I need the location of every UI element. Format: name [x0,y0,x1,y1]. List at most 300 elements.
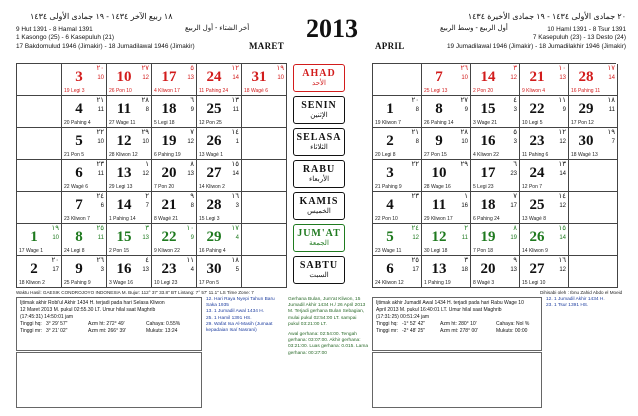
gregorian-date: 12 [116,133,132,149]
ijtima-value: Azm mt: 278° 00' [440,328,478,334]
pasaran-number: 8 [190,203,194,209]
empty-cell [17,192,62,224]
date-cell [152,128,197,160]
ijtima-march-line1: Ijtimak akhir Robi'ul Akhir 1434 H. terjadi pada hari Selasa Kliwon [20,300,165,306]
date-cell [152,160,197,192]
hijri-date: ١٩ [607,129,615,136]
header-left-line1: 9 Hut 1391 - 8 Hamal 1391 [16,26,93,33]
javanese-date: 7 Pon 18 [473,248,494,254]
hijri-date: ١٤ [231,129,239,136]
empty-cell [242,128,287,160]
hijri-date: ٢٧ [460,97,468,104]
note-item: 12. Hari Raya Nyepi Tahun Baru Saka 1935 [206,297,275,309]
pasaran-number: 23 [510,171,517,177]
ijtima-april-line1: Ijtimak akhir Jumadil Awal 1434 H. terjadi pada hari Rabu Wage 10 [376,300,524,306]
javanese-date: 19 Kliwon 7 [375,120,401,126]
pasaran-number: 12 [187,139,194,145]
date-cell [520,192,569,224]
javanese-date: 1 Pahing 19 [424,280,451,286]
hijri-date: ١٧ [231,225,239,232]
hijri-date: ٢٦ [96,257,104,264]
ijtima-value: Mukuts: 00:00 [496,328,528,334]
pasaran-number: 12 [559,139,566,145]
javanese-date: 10 Legi 23 [154,280,178,286]
gregorian-date: 17 [480,165,496,181]
gregorian-date: 28 [578,69,594,85]
weekday-jumat [293,224,345,252]
hijri-date: ٢٦ [460,65,468,72]
gregorian-date: 27 [206,165,222,181]
ijtima-value: Mukuts: 13:24 [146,328,178,334]
date-cell [17,256,62,288]
javanese-date: 21 Pahing 9 [375,184,402,190]
pasaran-number: 9 [190,107,194,113]
pasaran-number: 8 [415,107,419,113]
javanese-date: 5 Legi 18 [154,120,175,126]
empty-cell [17,160,62,192]
gregorian-date: 15 [116,229,132,245]
hijri-date: ٢٠ [96,65,104,72]
weekday-label: JUM'AT [297,227,341,239]
ijtima-april-blank [372,352,542,408]
gregorian-date: 16 [116,261,132,277]
march-grid [16,63,287,288]
note-item: 29. Wafat Isa Al-Masih (Jumaat kepadaian Isa/ Nasrani) [206,321,273,334]
weekday-arabic: الخميس [307,207,331,215]
ijtima-value: Azm mt: 266° 39' [88,328,126,334]
pasaran-number: 9 [464,107,468,113]
header-right-line2: 7 Kasepuluh (23) - 13 Desto (24) [532,34,626,41]
date-cell [107,224,152,256]
hijri-date: ١٣ [231,97,239,104]
ijtima-value: Cahaya: 0.55% [146,321,181,327]
hijri-date: ٢٧ [141,65,149,72]
javanese-date: 4 Kliwon 22 [473,152,499,158]
gregorian-date: 20 [480,261,496,277]
weekday-label: SENIN [301,99,337,111]
weekday-label: KAMIS [299,195,339,207]
pasaran-number: 10 [142,139,149,145]
pasaran-number: 11 [608,107,615,113]
weekday-selasa [293,128,345,156]
date-cell [107,128,152,160]
ijtima-value: -1° 52' 42" [402,321,426,327]
ijtima-march-line2: 12 Maret 2013 M. pukul 02:55.30 LT. Umur hilal saat Maghrib [20,307,156,313]
date-cell [471,96,520,128]
javanese-date: 23 Wage 11 [375,248,402,254]
month-title-april: APRIL [375,41,405,51]
pasaran-number: 11 [97,171,104,177]
note-item: 25. 1 Hamil 1391 HS. [206,315,252,321]
header-right-season: أول الربيع - وسط الربيع [440,25,508,32]
gregorian-date: 23 [529,133,545,149]
javanese-date: 5 Legi 23 [473,184,494,190]
weekday-arabic: الأحد [312,79,326,87]
pasaran-number: 10 [461,75,468,81]
pasaran-number: 12 [510,75,517,81]
note-item: 12. 1 Jumadil Akhir 1434 H. [546,297,605,302]
javanese-date: 15 Legi 10 [522,280,546,286]
javanese-date: 2 Pon 15 [109,248,130,254]
weekday-label: SELASA [296,131,342,143]
javanese-date: 14 Kliwon 2 [199,184,225,190]
ijtima-label: Tinggi hq: [376,321,398,327]
date-cell [471,160,520,192]
gregorian-date: 6 [386,261,394,277]
empty-cell [242,256,287,288]
hijri-date: ٢٥ [96,225,104,232]
pasaran-number: 8 [415,139,419,145]
pasaran-number: 7 [145,203,149,209]
gregorian-date: 29 [206,229,222,245]
date-cell [242,64,287,96]
date-cell [520,64,569,96]
gerhana-note [288,297,368,357]
gregorian-date: 6 [75,165,83,181]
header-right-line3: 19 Jumadilawal 1946 (Jimakir) - 18 Jumadilakhir 1946 (Jimakir) [446,43,626,50]
javanese-date: 11 Pahing 24 [199,88,229,94]
date-cell [520,224,569,256]
javanese-date: 25 Legi 13 [424,88,448,94]
date-cell [62,256,107,288]
gregorian-date: 30 [206,261,222,277]
gregorian-date: 18 [161,101,177,117]
date-cell [422,224,471,256]
ijtima-value: Cahaya: Nol % [496,321,530,327]
date-cell [373,256,422,288]
javanese-date: 17 Pon 5 [199,280,220,286]
gregorian-date: 26 [529,229,545,245]
hijri-date: ٥ [513,129,517,136]
gregorian-date: 3 [386,165,394,181]
pasaran-number: 3 [513,139,517,145]
date-cell [152,64,197,96]
date-cell [197,256,242,288]
hijri-date: ٦ [513,161,517,168]
date-cell [197,128,242,160]
date-cell [107,160,152,192]
javanese-date: 29 Kliwon 17 [424,216,453,222]
gregorian-date: 10 [431,165,447,181]
header-left-line2: 1 Kasongo (25) - 6 Kasepuluh (21) [16,34,115,41]
hijri-date: ٢٨ [460,129,468,136]
empty-cell [17,64,62,96]
gregorian-date: 22 [161,229,177,245]
pasaran-number: 4 [235,235,239,241]
notes-march [206,297,284,334]
hijri-date: ٥ [190,65,194,72]
pasaran-number: 7 [611,139,615,145]
hijri-date: ١ [145,161,149,168]
hijri-date: ٣ [513,65,517,72]
date-cell [471,256,520,288]
javanese-date: 8 Wagé 21 [154,216,178,222]
javanese-date: 16 Pahing 11 [571,88,601,94]
gregorian-date: 21 [161,197,177,213]
gregorian-date: 26 [206,133,222,149]
hijri-date: ١١ [558,97,566,104]
gregorian-date: 9 [75,261,83,277]
pasaran-number: 14 [232,171,239,177]
javanese-date: 21 Pon 5 [64,152,85,158]
year-title: 2013 [306,14,358,43]
ijtima-april-line3: (17:31:25) 00:51:24 jam [376,314,430,320]
javanese-date: 8 Wagé 3 [473,280,495,286]
javanese-date: 18 Kliwon 2 [19,280,45,286]
hijri-date: ١٥ [558,225,566,232]
ijtima-label: Tinggi hq: [20,321,42,327]
date-cell [152,256,197,288]
javanese-date: 1 Pahing 14 [109,216,136,222]
javanese-date: 12 Pon 7 [522,184,543,190]
weekday-senin [293,96,345,124]
javanese-date: 20 Legi 8 [375,152,396,158]
gregorian-date: 22 [529,101,545,117]
date-cell [197,64,242,96]
pasaran-number: 11 [232,107,239,113]
hijri-date: ٣ [145,225,149,232]
javanese-date: 14 Kliwon 9 [522,248,548,254]
hijri-date: ٢١ [411,129,419,136]
hijri-date: ٧ [513,193,517,200]
weekday-arabic: الجمعة [309,239,329,247]
gregorian-date: 27 [529,261,545,277]
date-cell [373,96,422,128]
empty-cell [242,160,287,192]
hijri-date: ٢٤ [411,225,419,232]
weekday-sabtu [293,256,345,284]
hijri-date: ١٧ [607,65,615,72]
date-cell [373,192,422,224]
hijri-date: ٢٨ [141,97,149,104]
ijtima-value: Azm ht: 272° 49' [88,321,125,327]
hijri-date: ١٢ [231,65,239,72]
date-cell [62,192,107,224]
header-left-season: أخر الشتاء - أول الربيع [185,25,250,32]
ijtima-value: Azm ht: 280° 10' [440,321,477,327]
empty-cell [569,224,618,256]
gregorian-date: 24 [529,165,545,181]
pasaran-number: 9 [190,235,194,241]
hijri-date: ٢ [464,225,468,232]
hijri-date: ١٨ [231,257,239,264]
javanese-date: 29 Legi 13 [109,184,133,190]
pasaran-number: 12 [142,75,149,81]
hijri-date: ١ [464,193,468,200]
gregorian-date: 13 [431,261,447,277]
pasaran-number: 8 [145,107,149,113]
gregorian-date: 29 [578,101,594,117]
gregorian-date: 31 [251,69,267,85]
gregorian-date: 21 [529,69,545,85]
pasaran-number: 17 [52,267,59,273]
gregorian-date: 16 [480,133,496,149]
gregorian-date: 25 [529,197,545,213]
date-cell [520,160,569,192]
header-right-hijri: ٢٠ جمادى الأولى ١٤٣٤ - ١٩ جمادى الأخيرة ١٤٣٤ [467,12,626,21]
hijri-date: ٢٠ [51,257,59,264]
gregorian-date: 11 [431,197,447,213]
empty-cell [242,224,287,256]
hijri-date: ٢٩ [460,161,468,168]
javanese-date: 6 Pahing 19 [154,152,181,158]
javanese-date: 18 Wagé 6 [244,88,268,94]
hijri-date: ١٣ [558,161,566,168]
javanese-date: 28 Kliwon 12 [109,152,138,158]
weekday-rabu [293,160,345,188]
pasaran-number: 10 [97,75,104,81]
gregorian-date: 20 [161,165,177,181]
empty-cell [373,64,422,96]
date-cell [197,192,242,224]
pasaran-number: 12 [412,235,419,241]
date-cell [569,96,618,128]
gregorian-date: 2 [386,133,394,149]
javanese-date: 13 Wagé 1 [199,152,223,158]
javanese-date: 24 Legi 8 [64,248,85,254]
pasaran-number: 12 [142,171,149,177]
pasaran-number: 14 [608,75,615,81]
date-cell [471,64,520,96]
pasaran-number: 12 [559,203,566,209]
date-cell [569,128,618,160]
hijri-date: ١٢ [558,129,566,136]
date-cell [520,256,569,288]
javanese-date: 26 Pon 10 [109,88,132,94]
date-cell [152,192,197,224]
hijri-date: ٢٣ [96,161,104,168]
gregorian-date: 14 [480,69,496,85]
gregorian-date: 24 [206,69,222,85]
gregorian-date: 5 [386,229,394,245]
ijtima-label: Tinggi mr: [376,328,399,334]
date-cell [107,256,152,288]
hijri-date: ٢ [145,193,149,200]
pasaran-number: 14 [232,75,239,81]
pasaran-number: 3 [235,203,239,209]
ijtima-april-row1 [376,321,538,328]
month-title-march: MARET [249,41,284,51]
pasaran-number: 13 [142,235,149,241]
hijri-date: ١٠ [558,65,566,72]
hijri-date: ٢٢ [411,161,419,168]
hijri-date: ٢٥ [411,257,419,264]
header-left-hijri: ١٨ ربيع الآخر ١٤٣٤ - ١٩ جمادى الأولى ١٤٣٤ [30,12,173,21]
date-cell [373,160,422,192]
date-cell [422,192,471,224]
javanese-date: 16 Pahing 4 [199,248,226,254]
gregorian-date: 14 [116,197,132,213]
gregorian-date: 1 [30,229,38,245]
pasaran-number: 9 [562,107,566,113]
empty-cell [17,96,62,128]
empty-cell [242,96,287,128]
hijri-date: ٢٢ [96,129,104,136]
pasaran-number: 17 [510,203,517,209]
ijtima-april-box [372,297,542,351]
header-left-line3: 17 Bakdomulud 1946 (Jimakir) - 18 Jumadilawal 1946 (Jimakir) [16,43,195,50]
gregorian-date: 8 [435,101,443,117]
pasaran-number: 6 [100,203,104,209]
date-cell [62,128,107,160]
date-cell [197,96,242,128]
weekday-ahad [293,64,345,92]
gregorian-date: 28 [206,197,222,213]
date-cell [107,192,152,224]
gregorian-date: 25 [206,101,222,117]
javanese-date: 28 Wage 16 [424,184,451,190]
footnote-author: Dihisabi oleh : Ibnu Zahid Abdo el Moeid [540,290,623,295]
javanese-date: 11 Pahing 6 [522,152,549,158]
gregorian-date: 11 [116,101,132,117]
weekday-kamis [293,192,345,220]
javanese-date: 9 Kliwon 22 [154,248,180,254]
date-cell [471,128,520,160]
pasaran-number: 13 [510,267,517,273]
gerhana-line1: Gerhana Bulan, Jum'at Kliwon, 15 Jumadil Akhir 1434 H./ 26 April 2013 M. Terjadi gerhana Bulan Sebagian, mulai pukul 02:54:00 LT. sampai pukul 03:21:00 LT. [288,297,366,327]
pasaran-number: 5 [235,267,239,273]
date-cell [373,224,422,256]
pasaran-number: 18 [461,267,468,273]
gregorian-date: 3 [75,69,83,85]
pasaran-number: 12 [559,267,566,273]
hijri-date: ١٤ [558,193,566,200]
ijtima-label: Tinggi mr: [20,328,43,334]
header-right-line1: 10 Haml 1391 - 8 Tsur 1391 [547,26,626,33]
hijri-date: ١١ [186,257,194,264]
ijtima-march-row1 [20,321,198,328]
date-cell [152,96,197,128]
date-cell [422,160,471,192]
javanese-date: 22 Pon 10 [375,216,398,222]
pasaran-number: 10 [52,235,59,241]
pasaran-number: 10 [461,139,468,145]
date-cell [17,224,62,256]
hijri-date: ١٨ [607,97,615,104]
javanese-date: 3 Wage 21 [473,120,497,126]
ijtima-march-row2 [20,328,198,335]
date-cell [62,64,107,96]
gregorian-date: 17 [161,69,177,85]
pasaran-number: 10 [277,75,284,81]
date-cell [107,96,152,128]
gregorian-date: 7 [75,197,83,213]
date-cell [422,64,471,96]
hijri-date: ٢٠ [411,97,419,104]
pasaran-number: 11 [97,235,104,241]
date-cell [152,224,197,256]
javanese-date: 18 Wagé 13 [571,152,598,158]
javanese-date: 24 Kliwon 12 [375,280,404,286]
hijri-date: ١٦ [558,257,566,264]
date-cell [107,64,152,96]
hijri-date: ٤ [513,97,517,104]
javanese-date: 13 Wagé 8 [522,216,546,222]
weekday-arabic: الأربعاء [308,175,330,183]
hijri-date: ٨ [190,161,194,168]
pasaran-number: 3 [100,267,104,273]
javanese-date: 22 Wagé 6 [64,184,88,190]
footnote-location: Waktu Hasil: GAESIK CONDROJOYO INDONESIA M. Bujur: 112° 37' 33.8" BT Lintang: 7° 57' 11.1" LS Time Zone: 7 [16,290,254,295]
pasaran-number: 14 [559,235,566,241]
hijri-date: ٩ [513,257,517,264]
hijri-date: ١٩ [51,225,59,232]
hijri-date: ٩ [190,193,194,200]
date-cell [569,64,618,96]
date-cell [422,96,471,128]
hijri-date: ٤ [145,257,149,264]
hijri-date: ٢٣ [411,193,419,200]
